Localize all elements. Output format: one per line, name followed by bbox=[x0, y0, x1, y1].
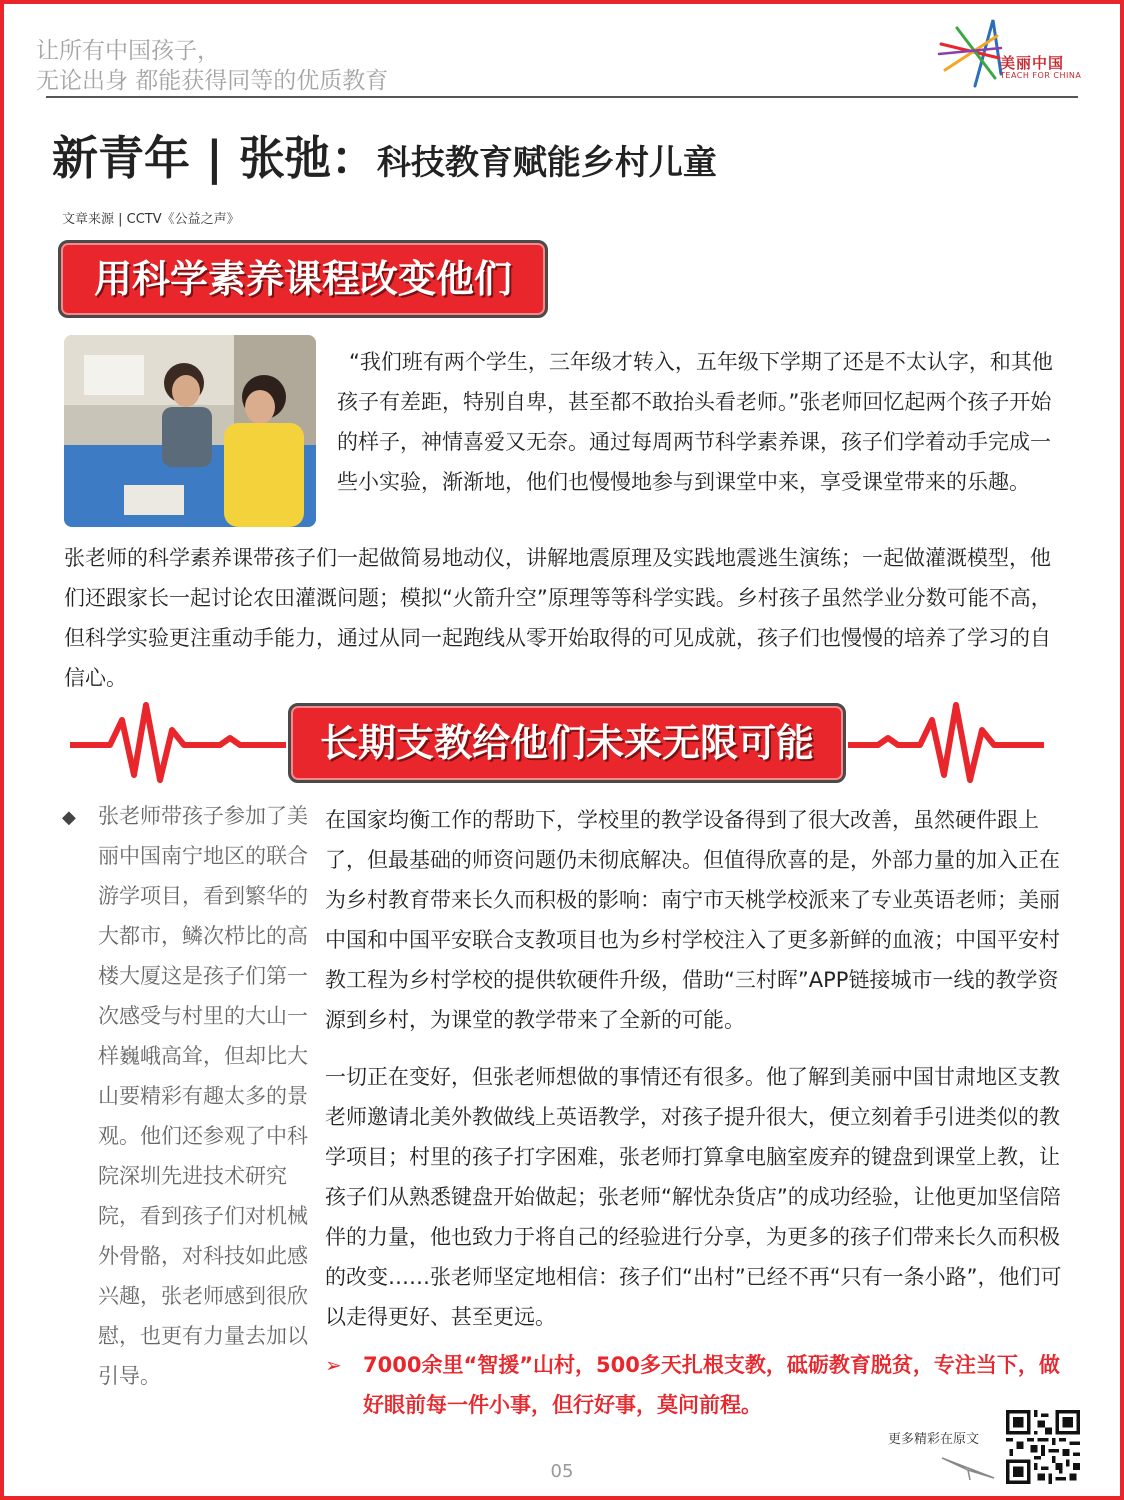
side-note bbox=[62, 796, 312, 1396]
highlight-quote bbox=[325, 1345, 1060, 1425]
heartbeat-line-right bbox=[848, 700, 1044, 790]
header-divider bbox=[46, 96, 1078, 98]
logo-chinese: 美丽中国 bbox=[1000, 54, 1065, 72]
highlight-text: 7000余里“智援”山村，500多天扎根支教，砥砺教育脱贫，专注当下，做好眼前每一件小事，但行好事，莫问前程。 bbox=[363, 1353, 1060, 1417]
section2-paragraph-2: 一切正在变好，但张老师想做的事情还有很多。他了解到美丽中国甘肃地区支教老师邀请北美外教做线上英语教学，对孩子提升很大，便立刻着手引进类似的教学项目；村里的孩子打字困难，张老师打算拿电脑室废弃的键盘到课堂上教，让孩子们从熟悉键盘开始做起；张老师“解忧杂货店”的成功经验，让他更加坚信陪伴的力量，他也致力于将自己的经验进行分享，为更多的孩子们带来长久而积极的改变……张老师坚定地相信：孩子们“出村”已经不再“只有一条小路”，他们可以走得更好、甚至更远。 bbox=[325, 1065, 1062, 1329]
slogan-line-2: 无论出身 都能获得同等的优质教育 bbox=[36, 68, 389, 94]
arrow-bullet-icon: ➢ bbox=[325, 1353, 342, 1377]
section1-paragraph-1: “我们班有两个学生，三年级才转入，五年级下学期了还是不太认字，和其他孩子有差距，特别自卑，甚至都不敢抬头看老师。”张老师回忆起两个孩子开始的样子，神情喜爱又无奈。通过每周两节科学素养课，孩子们学着动手完成一些小实验，渐渐地，他们也慢慢地参与到课堂中来，享受课堂带来的乐趣。 bbox=[337, 350, 1053, 494]
side-note-text: 张老师带孩子参加了美丽中国南宁地区的联合游学项目，看到繁华的大都市，鳞次栉比的高楼大厦这是孩子们第一次感受与村里的大山一样巍峨高耸，但却比大山要精彩有趣太多的景观。他们还参观了中科院深圳先进技术研究院，看到孩子们对机械外骨骼，对科技如此感兴趣，张老师感到很欣慰，也更有力量去加以引导。 bbox=[98, 804, 308, 1388]
title-sub: 科技教育赋能乡村儿童 bbox=[376, 143, 717, 183]
section2-paragraph-1: 在国家均衡工作的帮助下，学校里的教学设备得到了很大改善，虽然硬件跟上了，但最基础的师资问题仍未彻底解决。但值得欣喜的是，外部力量的加入正在为乡村教育带来长久而积极的影响：南宁市天桃学校派来了专业英语老师；美丽中国和中国平安联合支教项目也为乡村学校注入了更多新鲜的血液；中国平安村教工程为乡村学校的提供软硬件升级，借助“三村晖”APP链接城市一线的教学资源到乡村，为课堂的教学带来了全新的可能。 bbox=[325, 808, 1060, 1032]
section-heading-2: 长期支教给他们未来无限可能 bbox=[288, 703, 846, 783]
slogan-line-1: 让所有中国孩子， bbox=[36, 38, 220, 64]
article-source: 文章来源 | CCTV《公益之声》 bbox=[62, 212, 240, 227]
article-title bbox=[52, 122, 717, 188]
read-more-link[interactable]: 更多精彩在原文 bbox=[888, 1432, 980, 1447]
classroom-photo bbox=[64, 335, 316, 527]
slogan bbox=[36, 36, 388, 96]
heartbeat-line-left bbox=[70, 700, 286, 790]
title-main: 新青年 | 张弛： bbox=[52, 131, 377, 185]
section-heading-1: 用科学素养课程改变他们 bbox=[58, 240, 548, 318]
page-number: 05 bbox=[550, 1461, 574, 1482]
section1-paragraph-2: 张老师的科学素养课带孩子们一起做简易地动仪，讲解地震原理及实践地震逃生演练；一起做灌溉模型，他们还跟家长一起讨论农田灌溉问题；模拟“火箭升空”原理等等科学实践。乡村孩子虽然学业分数可能不高，但科学实验更注重动手能力，通过从同一起跑线从零开始取得的可见成就，孩子们也慢慢的培养了学习的自信心。 bbox=[64, 546, 1052, 690]
logo-english: TEACH FOR CHINA bbox=[1000, 71, 1082, 80]
diamond-bullet-icon: ◆ bbox=[62, 807, 76, 828]
